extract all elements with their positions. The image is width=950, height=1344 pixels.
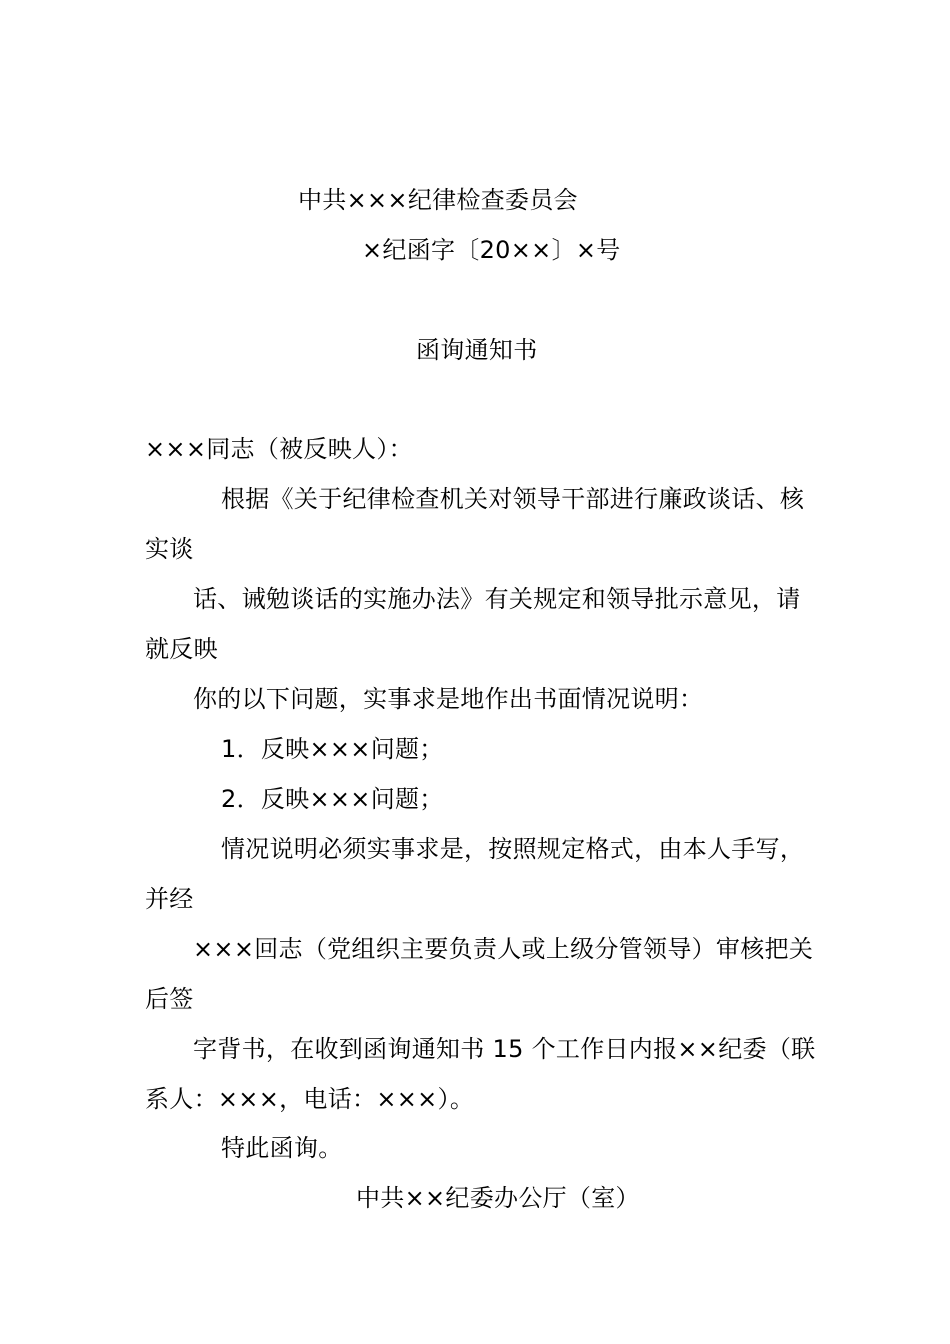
list-item: 1．反映×××问题；	[221, 735, 444, 763]
document-number: ×纪函字〔20××〕×号	[362, 236, 621, 264]
body-line: 后签	[145, 985, 194, 1013]
header-organization: 中共×××纪律检查委员会	[298, 186, 578, 214]
document-title: 函询通知书	[416, 336, 538, 364]
body-line: 并经	[145, 885, 194, 913]
body-line: 话、诫勉谈话的实施办法》有关规定和领导批示意见，请	[193, 585, 801, 613]
body-line: 系人：×××，电话：×××）。	[145, 1085, 475, 1113]
body-line: 就反映	[145, 635, 218, 663]
body-line: 情况说明必须实事求是，按照规定格式，由本人手写，	[221, 835, 805, 863]
body-line: 实谈	[145, 535, 194, 563]
closing-line: 特此函询。	[221, 1134, 343, 1162]
signature: 中共××纪委办公厅（室）	[356, 1184, 640, 1212]
list-item: 2．反映×××问题；	[221, 785, 444, 813]
body-line: ×××回志（党组织主要负责人或上级分管领导）审核把关	[193, 935, 814, 963]
body-line: 根据《关于纪律检查机关对领导干部进行廉政谈话、核	[221, 485, 805, 513]
salutation: ×××同志（被反映人）：	[145, 435, 413, 463]
body-line: 你的以下问题，实事求是地作出书面情况说明：	[193, 685, 704, 713]
body-line: 字背书，在收到函询通知书 15 个工作日内报××纪委（联	[193, 1035, 816, 1063]
